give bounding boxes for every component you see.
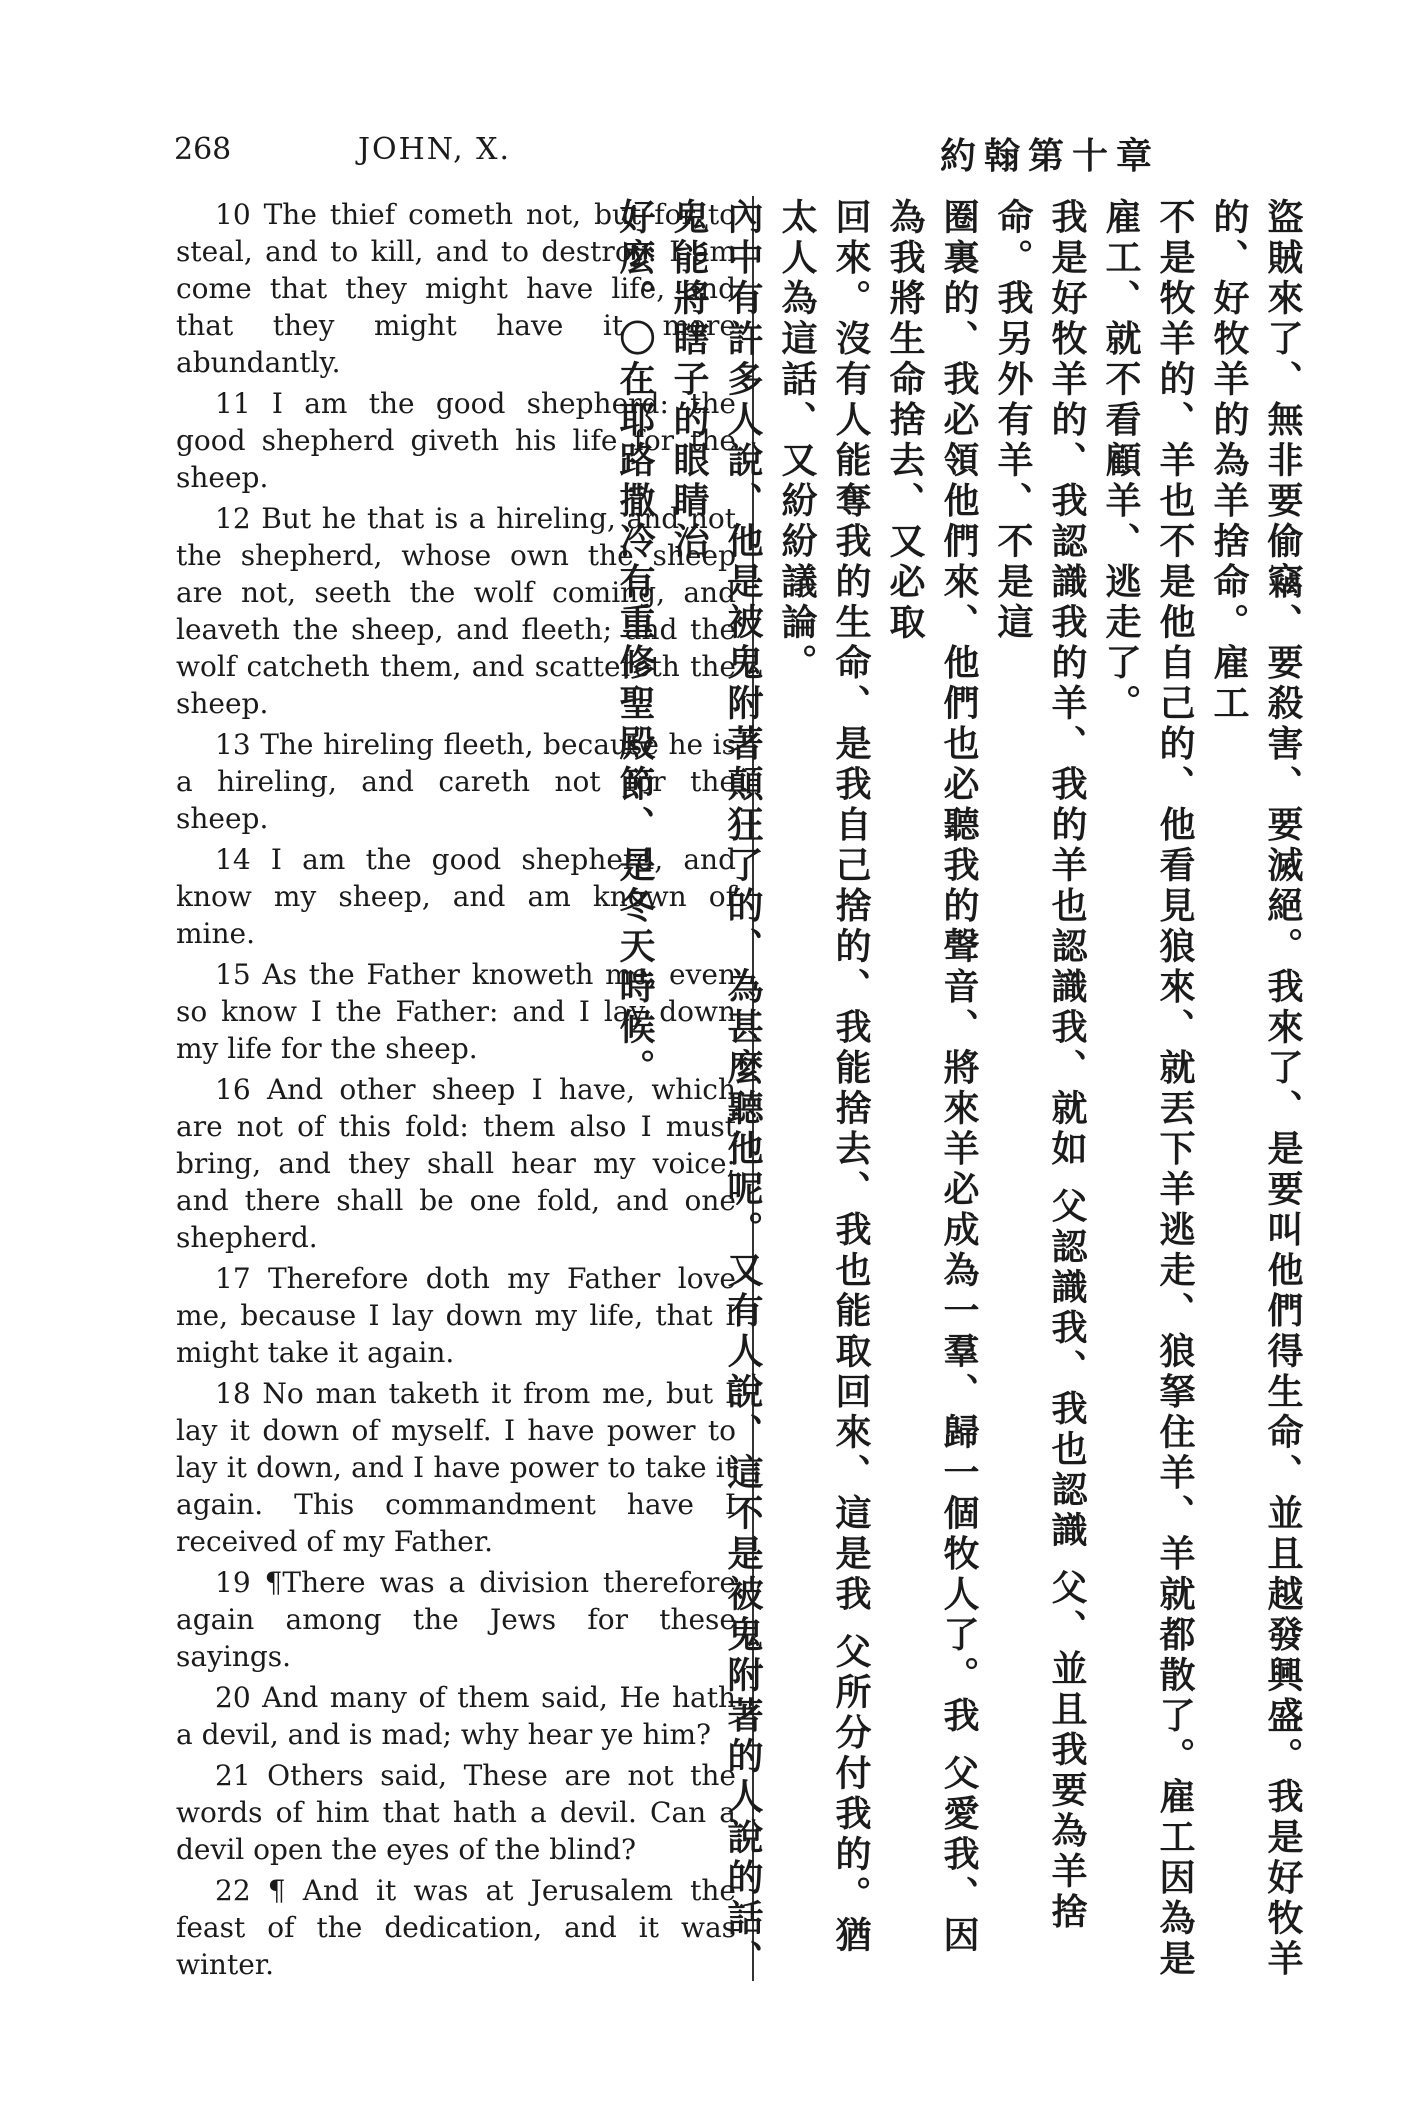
chinese-column-6: 內中有許多人說、他是被鬼附著顛狂了的、為甚麼聽他呢。又有人說、這不是被鬼附著的人說的話、鬼能將瞎子的眼睛治: [668, 198, 764, 1980]
chinese-column-3: 我是好牧羊的、我認識我的羊、我的羊也認識我、就如 父認識我、我也認識 父、並且我要為羊捨命。我另外有羊、不是這: [992, 198, 1088, 1934]
verse-13: 13 The hireling fleeth, because he is a hireling, and careth not for the sheep.: [176, 728, 736, 835]
verse-20: 20 And many of them said, He hath a devil, and is mad; why hear ye him?: [176, 1681, 736, 1751]
verse-19: 19 ¶There was a division therefore again among the Jews for these sayings.: [176, 1566, 736, 1673]
verse-12: 12 But he that is a hireling, and not the shepherd, whose own the sheep are not, seeth the wolf coming, and leaveth the sheep, and fleeth; and the wolf catcheth them, and scattereth the sheep.: [176, 502, 736, 720]
running-head: JOHN, X.: [358, 132, 512, 167]
chinese-column-1: 盜賊來了、無非要偷竊、要殺害、要滅絕。我來了、是要叫他們得生命、並且越發興盛。我是好牧羊的、好牧羊的為羊捨命。雇工: [1208, 198, 1304, 1980]
page-number: 268: [174, 132, 232, 167]
chinese-text-block: [614, 198, 1310, 1988]
verse-22: 22 ¶ And it was at Jerusalem the feast of the dedication, and it was winter.: [176, 1874, 736, 1981]
verse-14: 14 I am the good shepherd, and know my sheep, and am known of mine.: [176, 843, 736, 950]
verse-15: 15 As the Father knoweth me, even so know I the Father: and I lay down my life for the sheep.: [176, 958, 736, 1065]
verse-10: 10 The thief cometh not, but for to steal, and to kill, and to destroy: I am come that they might have life, and that they might have it more abundantly.: [176, 198, 736, 379]
verse-16: 16 And other sheep I have, which are not of this fold: them also I must bring, and they shall hear my voice; and there shall be one fold, and one shepherd.: [176, 1073, 736, 1254]
page-header: [0, 132, 1426, 182]
chinese-column-2: 不是牧羊的、羊也不是他自己的、他看見狼來、就丟下羊逃走、狼拏住羊、羊就都散了。雇工因為是雇工、就不看顧羊、逃走了。: [1100, 198, 1196, 1980]
chinese-chapter-head: 約翰第十章: [940, 135, 1161, 177]
chinese-column-5: 回來。沒有人能奪我的生命、是我自己捨的、我能捨去、我也能取回來、這是我 父所分付我的。猶太人為這話、又紛紛議論。: [776, 198, 872, 1957]
verse-18: 18 No man taketh it from me, but I lay it down of myself. I have power to lay it down, and I have power to take it again. This commandment have I received of my Father.: [176, 1377, 736, 1558]
verse-17: 17 Therefore doth my Father love me, because I lay down my life, that I might take it again.: [176, 1262, 736, 1369]
verse-11: 11 I am the good shepherd: the good shepherd giveth his life for the sheep.: [176, 387, 736, 494]
chinese-column-4: 圈裏的、我必領他們來、他們也必聽我的聲音、將來羊必成為一羣、歸一個牧人了。我 父愛我、因為我將生命捨去、又必取: [884, 198, 980, 1957]
chinese-column-7: 好麼。〇在耶路撒冷有重修聖殿節、是冬天時候。: [614, 198, 656, 1089]
verse-21: 21 Others said, These are not the words of him that hath a devil. Can a devil open the eyes of the blind?: [176, 1759, 736, 1866]
